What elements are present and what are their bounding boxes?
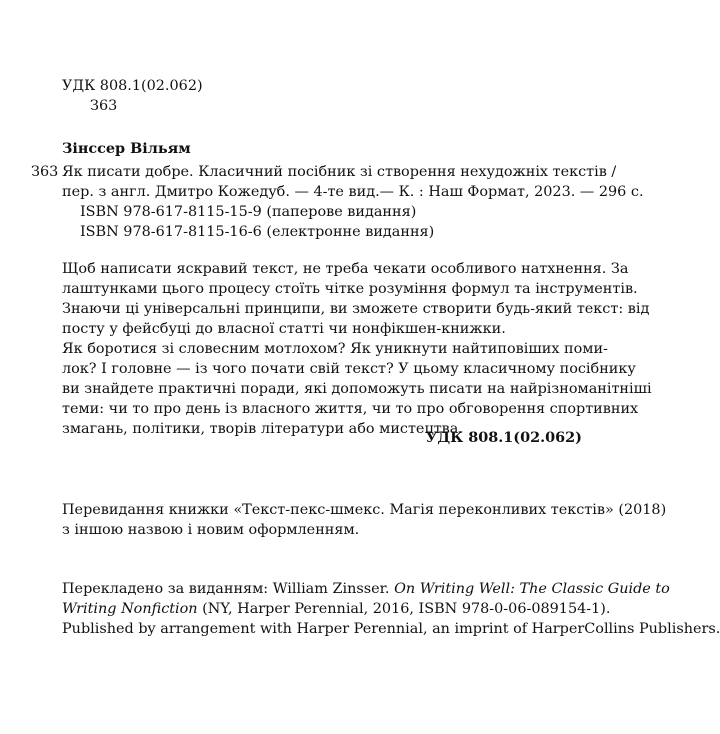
source-line-1 xyxy=(62,579,720,599)
translation-source xyxy=(62,579,720,639)
annotation-p1-line: Щоб написати яскравий текст, не треба чекати особливого натхнення. За xyxy=(62,261,629,277)
annotation-p1-line: Знаючи ці універсальні принципи, ви зможете створити будь-який текст: від xyxy=(62,301,650,317)
source-title-part1: On Writing Well: The Classic Guide to xyxy=(394,581,670,597)
annotation-p1-line: лаштунками цього процесу стоїть чітке розуміння формул та інструментів. xyxy=(62,281,638,297)
bibliographic-record xyxy=(62,162,644,242)
annotation-p2-line: змагань, політики, творів літератури або мистецтва. xyxy=(62,421,463,437)
author-code-top: З63 xyxy=(90,98,118,114)
author-name: Зінссер Вільям xyxy=(62,140,191,157)
udk-classification: УДК 808.1(02.062) xyxy=(62,78,203,94)
reissue-note-line: Перевидання книжки «Текст-пекс-шмекс. Магія переконливих текстів» (2018) xyxy=(62,502,667,518)
biblio-publication-line: пер. з англ. Дмитро Кожедуб. — 4-те вид.— К. : Наш Формат, 2023. — 296 с. xyxy=(62,184,644,200)
isbn-print: ISBN 978-617-8115-15-9 (паперове видання) xyxy=(80,204,417,220)
source-prefix: Перекладено за виданням: William Zinsser. xyxy=(62,581,390,597)
annotation-p2-line: ви знайдете практичні поради, які допоможуть писати на найрізноманітніші xyxy=(62,381,652,397)
source-line-2 xyxy=(62,599,720,619)
reissue-note xyxy=(62,500,666,540)
annotation-p2-line: лок? І головне — із чого почати свій текст? У цьому класичному посібнику xyxy=(62,361,636,377)
publishing-arrangement: Published by arrangement with Harper Perennial, an imprint of HarperCollins Publishers. xyxy=(62,621,720,637)
isbn-ebook: ISBN 978-617-8115-16-6 (електронне видання) xyxy=(80,224,435,240)
annotation-p2-line: теми: чи то про день із власного життя, чи то про обговорення спортивних xyxy=(62,401,639,417)
annotation-p2-line: Як боротися зі словесним мотлохом? Як уникнути найтиповіших поми- xyxy=(62,341,608,357)
author-code-left: З63 xyxy=(31,164,59,180)
udk-classification-right: УДК 808.1(02.062) xyxy=(425,429,582,446)
source-title-part2: Writing Nonfiction xyxy=(62,601,198,617)
reissue-note-line: з іншою назвою і новим оформленням. xyxy=(62,522,360,538)
annotation xyxy=(62,259,652,439)
source-details: (NY, Harper Perennial, 2016, ISBN 978-0-06-089154-1). xyxy=(202,601,611,617)
annotation-p1-line: посту у фейсбуці до власної статті чи нонфікшен-книжки. xyxy=(62,321,506,337)
biblio-title-line: Як писати добре. Класичний посібник зі створення нехудожніх текстів / xyxy=(62,164,617,180)
